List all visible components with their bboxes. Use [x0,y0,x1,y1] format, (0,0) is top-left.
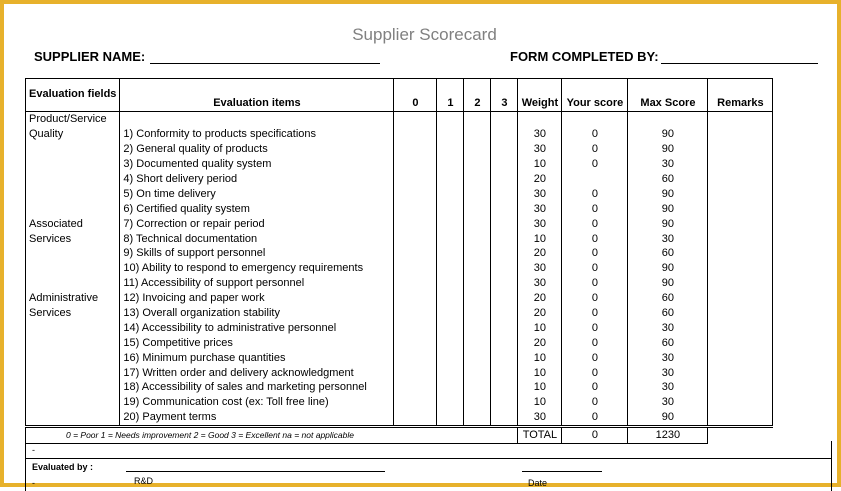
row-weight: 10 [518,350,562,365]
row-score-1[interactable] [437,365,464,380]
row-score-2[interactable] [464,112,491,127]
row-item: 4) Short delivery period [120,172,394,187]
row-your-score: 0 [562,306,628,321]
row-score-2[interactable] [464,246,491,261]
row-weight: 30 [518,261,562,276]
row-score-0[interactable] [394,410,437,426]
row-field: Services [26,306,120,321]
row-score-1[interactable] [437,231,464,246]
row-item: 3) Documented quality system [120,157,394,172]
table-row [26,216,773,231]
row-your-score [562,172,628,187]
row-field [26,261,120,276]
row-weight [518,112,562,127]
row-remarks[interactable] [708,231,773,246]
row-score-2[interactable] [464,320,491,335]
row-weight: 20 [518,306,562,321]
supplier-name-field[interactable] [150,63,380,64]
row-weight: 10 [518,365,562,380]
row-item: 20) Payment terms [120,410,394,426]
row-remarks[interactable] [708,112,773,127]
header-weight: Weight [518,79,562,112]
row-remarks[interactable] [708,142,773,157]
header-your-score: Your score [562,79,628,112]
header-remarks: Remarks [708,79,773,112]
row-weight: 30 [518,201,562,216]
row-score-3[interactable] [491,335,518,350]
row-max-score: 90 [628,410,708,426]
row-score-0[interactable] [394,216,437,231]
row-score-2[interactable] [464,231,491,246]
row-score-1[interactable] [437,186,464,201]
row-weight: 20 [518,246,562,261]
row-item: 15) Competitive prices [120,335,394,350]
row-your-score: 0 [562,142,628,157]
row-field: Associated [26,216,120,231]
row-score-3[interactable] [491,350,518,365]
row-item: 16) Minimum purchase quantities [120,350,394,365]
row-remarks[interactable] [708,291,773,306]
row-score-2[interactable] [464,276,491,291]
row-score-3[interactable] [491,380,518,395]
row-field: Quality [26,127,120,142]
row-remarks[interactable] [708,410,773,426]
row-max-score [628,112,708,127]
row-score-1[interactable] [437,201,464,216]
row-item: 1) Conformity to products specifications [120,127,394,142]
row-score-0[interactable] [394,395,437,410]
row-item: 14) Accessibility to administrative personnel [120,320,394,335]
row-max-score: 30 [628,365,708,380]
row-score-1[interactable] [437,127,464,142]
row-score-1[interactable] [437,246,464,261]
footer-dash-1: - [32,445,35,455]
row-max-score: 30 [628,231,708,246]
row-your-score: 0 [562,410,628,426]
row-remarks[interactable] [708,186,773,201]
row-field [26,246,120,261]
table-row [26,186,773,201]
row-your-score: 0 [562,365,628,380]
row-remarks[interactable] [708,246,773,261]
table-row [26,306,773,321]
row-max-score: 60 [628,335,708,350]
row-score-0[interactable] [394,127,437,142]
total-your-score: 0 [562,426,628,443]
table-row [26,261,773,276]
table-row [26,350,773,365]
row-weight: 30 [518,142,562,157]
table-row [26,320,773,335]
row-max-score: 60 [628,246,708,261]
row-max-score: 90 [628,216,708,231]
supplier-name-label: SUPPLIER NAME: [34,49,146,64]
row-score-2[interactable] [464,380,491,395]
row-weight: 10 [518,380,562,395]
row-field [26,350,120,365]
row-your-score: 0 [562,201,628,216]
row-score-1[interactable] [437,291,464,306]
header-score-3: 3 [491,79,518,112]
row-item: 7) Correction or repair period [120,216,394,231]
table-row [26,157,773,172]
row-score-2[interactable] [464,261,491,276]
row-score-1[interactable] [437,172,464,187]
row-field [26,201,120,216]
row-max-score: 90 [628,276,708,291]
row-weight: 10 [518,231,562,246]
row-your-score: 0 [562,157,628,172]
row-weight: 30 [518,186,562,201]
row-score-0[interactable] [394,231,437,246]
row-score-2[interactable] [464,186,491,201]
row-item [120,112,394,127]
row-score-3[interactable] [491,201,518,216]
row-score-0[interactable] [394,291,437,306]
table-row [26,246,773,261]
row-max-score: 30 [628,395,708,410]
row-your-score: 0 [562,261,628,276]
evaluation-table [25,78,773,444]
table-row [26,112,773,127]
row-remarks[interactable] [708,320,773,335]
row-score-1[interactable] [437,306,464,321]
row-remarks[interactable] [708,395,773,410]
row-score-2[interactable] [464,395,491,410]
row-max-score: 60 [628,172,708,187]
header-score-1: 1 [437,79,464,112]
row-field: Product/Service [26,112,120,127]
row-field [26,410,120,426]
row-score-3[interactable] [491,395,518,410]
row-score-3[interactable] [491,231,518,246]
row-score-0[interactable] [394,261,437,276]
row-max-score: 30 [628,350,708,365]
table-row [26,172,773,187]
row-score-3[interactable] [491,172,518,187]
row-field [26,276,120,291]
row-max-score: 90 [628,127,708,142]
row-your-score: 0 [562,320,628,335]
row-score-0[interactable] [394,112,437,127]
row-score-0[interactable] [394,306,437,321]
row-weight: 20 [518,172,562,187]
row-field [26,365,120,380]
row-item: 2) General quality of products [120,142,394,157]
row-weight: 10 [518,395,562,410]
row-max-score: 90 [628,186,708,201]
form-completed-field[interactable] [661,63,818,64]
row-item: 11) Accessibility of support personnel [120,276,394,291]
row-field [26,395,120,410]
row-field [26,172,120,187]
row-score-0[interactable] [394,380,437,395]
row-remarks[interactable] [708,380,773,395]
row-score-1[interactable] [437,157,464,172]
row-score-2[interactable] [464,216,491,231]
row-score-2[interactable] [464,410,491,426]
row-score-2[interactable] [464,350,491,365]
row-max-score: 90 [628,201,708,216]
row-item: 10) Ability to respond to emergency requirements [120,261,394,276]
row-remarks[interactable] [708,157,773,172]
row-score-1[interactable] [437,261,464,276]
row-your-score: 0 [562,246,628,261]
row-weight: 10 [518,157,562,172]
header-evaluation-fields: Evaluation fields [26,79,120,112]
total-label: TOTAL [518,426,562,443]
row-score-3[interactable] [491,216,518,231]
row-max-score: 30 [628,157,708,172]
row-your-score: 0 [562,231,628,246]
row-max-score: 30 [628,380,708,395]
table-row [26,410,773,426]
row-weight: 20 [518,335,562,350]
row-score-3[interactable] [491,320,518,335]
row-score-0[interactable] [394,350,437,365]
row-score-1[interactable] [437,320,464,335]
table-row [26,127,773,142]
row-score-3[interactable] [491,261,518,276]
row-score-3[interactable] [491,291,518,306]
header-max-score: Max Score [628,79,708,112]
row-score-0[interactable] [394,335,437,350]
row-field: Administrative [26,291,120,306]
row-weight: 20 [518,291,562,306]
row-weight: 30 [518,127,562,142]
row-remarks[interactable] [708,201,773,216]
row-your-score: 0 [562,186,628,201]
total-max-score: 1230 [628,426,708,443]
table-row [26,291,773,306]
evaluator-signature-line[interactable] [126,471,385,472]
row-remarks[interactable] [708,261,773,276]
row-score-2[interactable] [464,201,491,216]
page-title: Supplier Scorecard [352,25,497,44]
row-score-3[interactable] [491,157,518,172]
row-score-2[interactable] [464,172,491,187]
table-row [26,365,773,380]
date-line[interactable] [522,471,602,472]
row-your-score: 0 [562,276,628,291]
row-your-score: 0 [562,350,628,365]
row-weight: 30 [518,216,562,231]
row-score-0[interactable] [394,276,437,291]
table-row [26,201,773,216]
row-score-2[interactable] [464,291,491,306]
row-remarks[interactable] [708,365,773,380]
row-score-1[interactable] [437,112,464,127]
row-score-0[interactable] [394,201,437,216]
row-score-0[interactable] [394,365,437,380]
row-score-2[interactable] [464,142,491,157]
row-remarks[interactable] [708,216,773,231]
row-score-1[interactable] [437,395,464,410]
row-score-3[interactable] [491,276,518,291]
form-completed-label: FORM COMPLETED BY: [510,49,659,64]
row-your-score [562,112,628,127]
row-your-score: 0 [562,335,628,350]
row-item: 19) Communication cost (ex: Toll free line) [120,395,394,410]
table-row [26,142,773,157]
row-field: Services [26,231,120,246]
row-score-0[interactable] [394,186,437,201]
header-score-2: 2 [464,79,491,112]
date-label: Date [528,478,548,488]
row-score-1[interactable] [437,216,464,231]
row-score-2[interactable] [464,365,491,380]
row-score-1[interactable] [437,380,464,395]
row-score-1[interactable] [437,350,464,365]
row-item: 8) Technical documentation [120,231,394,246]
row-remarks[interactable] [708,127,773,142]
department-label: R&D [134,476,154,486]
table-header-row [26,79,773,112]
footer-divider [26,458,831,459]
row-score-1[interactable] [437,276,464,291]
row-item: 6) Certified quality system [120,201,394,216]
row-your-score: 0 [562,380,628,395]
row-score-0[interactable] [394,320,437,335]
row-score-3[interactable] [491,246,518,261]
row-score-0[interactable] [394,172,437,187]
row-weight: 10 [518,320,562,335]
table-row [26,231,773,246]
row-score-2[interactable] [464,157,491,172]
row-score-3[interactable] [491,306,518,321]
row-score-2[interactable] [464,127,491,142]
row-field [26,142,120,157]
row-score-1[interactable] [437,410,464,426]
row-score-3[interactable] [491,127,518,142]
evaluated-by-label: Evaluated by : [32,462,94,472]
footer-section [25,441,832,491]
row-score-1[interactable] [437,335,464,350]
row-remarks[interactable] [708,306,773,321]
row-weight: 30 [518,410,562,426]
row-max-score: 90 [628,261,708,276]
row-max-score: 60 [628,306,708,321]
row-your-score: 0 [562,291,628,306]
row-max-score: 60 [628,291,708,306]
row-item: 12) Invoicing and paper work [120,291,394,306]
row-remarks[interactable] [708,350,773,365]
row-field [26,157,120,172]
row-score-0[interactable] [394,157,437,172]
table-row [26,276,773,291]
row-score-1[interactable] [437,142,464,157]
row-score-3[interactable] [491,365,518,380]
row-weight: 30 [518,276,562,291]
row-remarks[interactable] [708,335,773,350]
row-score-0[interactable] [394,246,437,261]
table-row [26,380,773,395]
row-score-3[interactable] [491,112,518,127]
row-score-2[interactable] [464,335,491,350]
table-row [26,335,773,350]
row-score-0[interactable] [394,142,437,157]
row-max-score: 90 [628,142,708,157]
row-score-3[interactable] [491,142,518,157]
row-field [26,186,120,201]
header-score-0: 0 [394,79,437,112]
table-row [26,395,773,410]
footer-dash-2: - [32,478,35,488]
row-item: 18) Accessibility of sales and marketing personnel [120,380,394,395]
row-remarks[interactable] [708,276,773,291]
row-score-3[interactable] [491,410,518,426]
row-score-2[interactable] [464,306,491,321]
row-score-3[interactable] [491,186,518,201]
row-max-score: 30 [628,320,708,335]
row-field [26,380,120,395]
row-item: 13) Overall organization stability [120,306,394,321]
row-remarks[interactable] [708,172,773,187]
row-item: 9) Skills of support personnel [120,246,394,261]
row-item: 17) Written order and delivery acknowledgment [120,365,394,380]
score-legend: 0 = Poor 1 = Needs improvement 2 = Good 3 = Excellent na = not applicable [26,426,518,443]
header-evaluation-items: Evaluation items [120,79,394,112]
row-your-score: 0 [562,216,628,231]
row-your-score: 0 [562,127,628,142]
row-your-score: 0 [562,395,628,410]
row-field [26,335,120,350]
row-field [26,320,120,335]
row-item: 5) On time delivery [120,186,394,201]
